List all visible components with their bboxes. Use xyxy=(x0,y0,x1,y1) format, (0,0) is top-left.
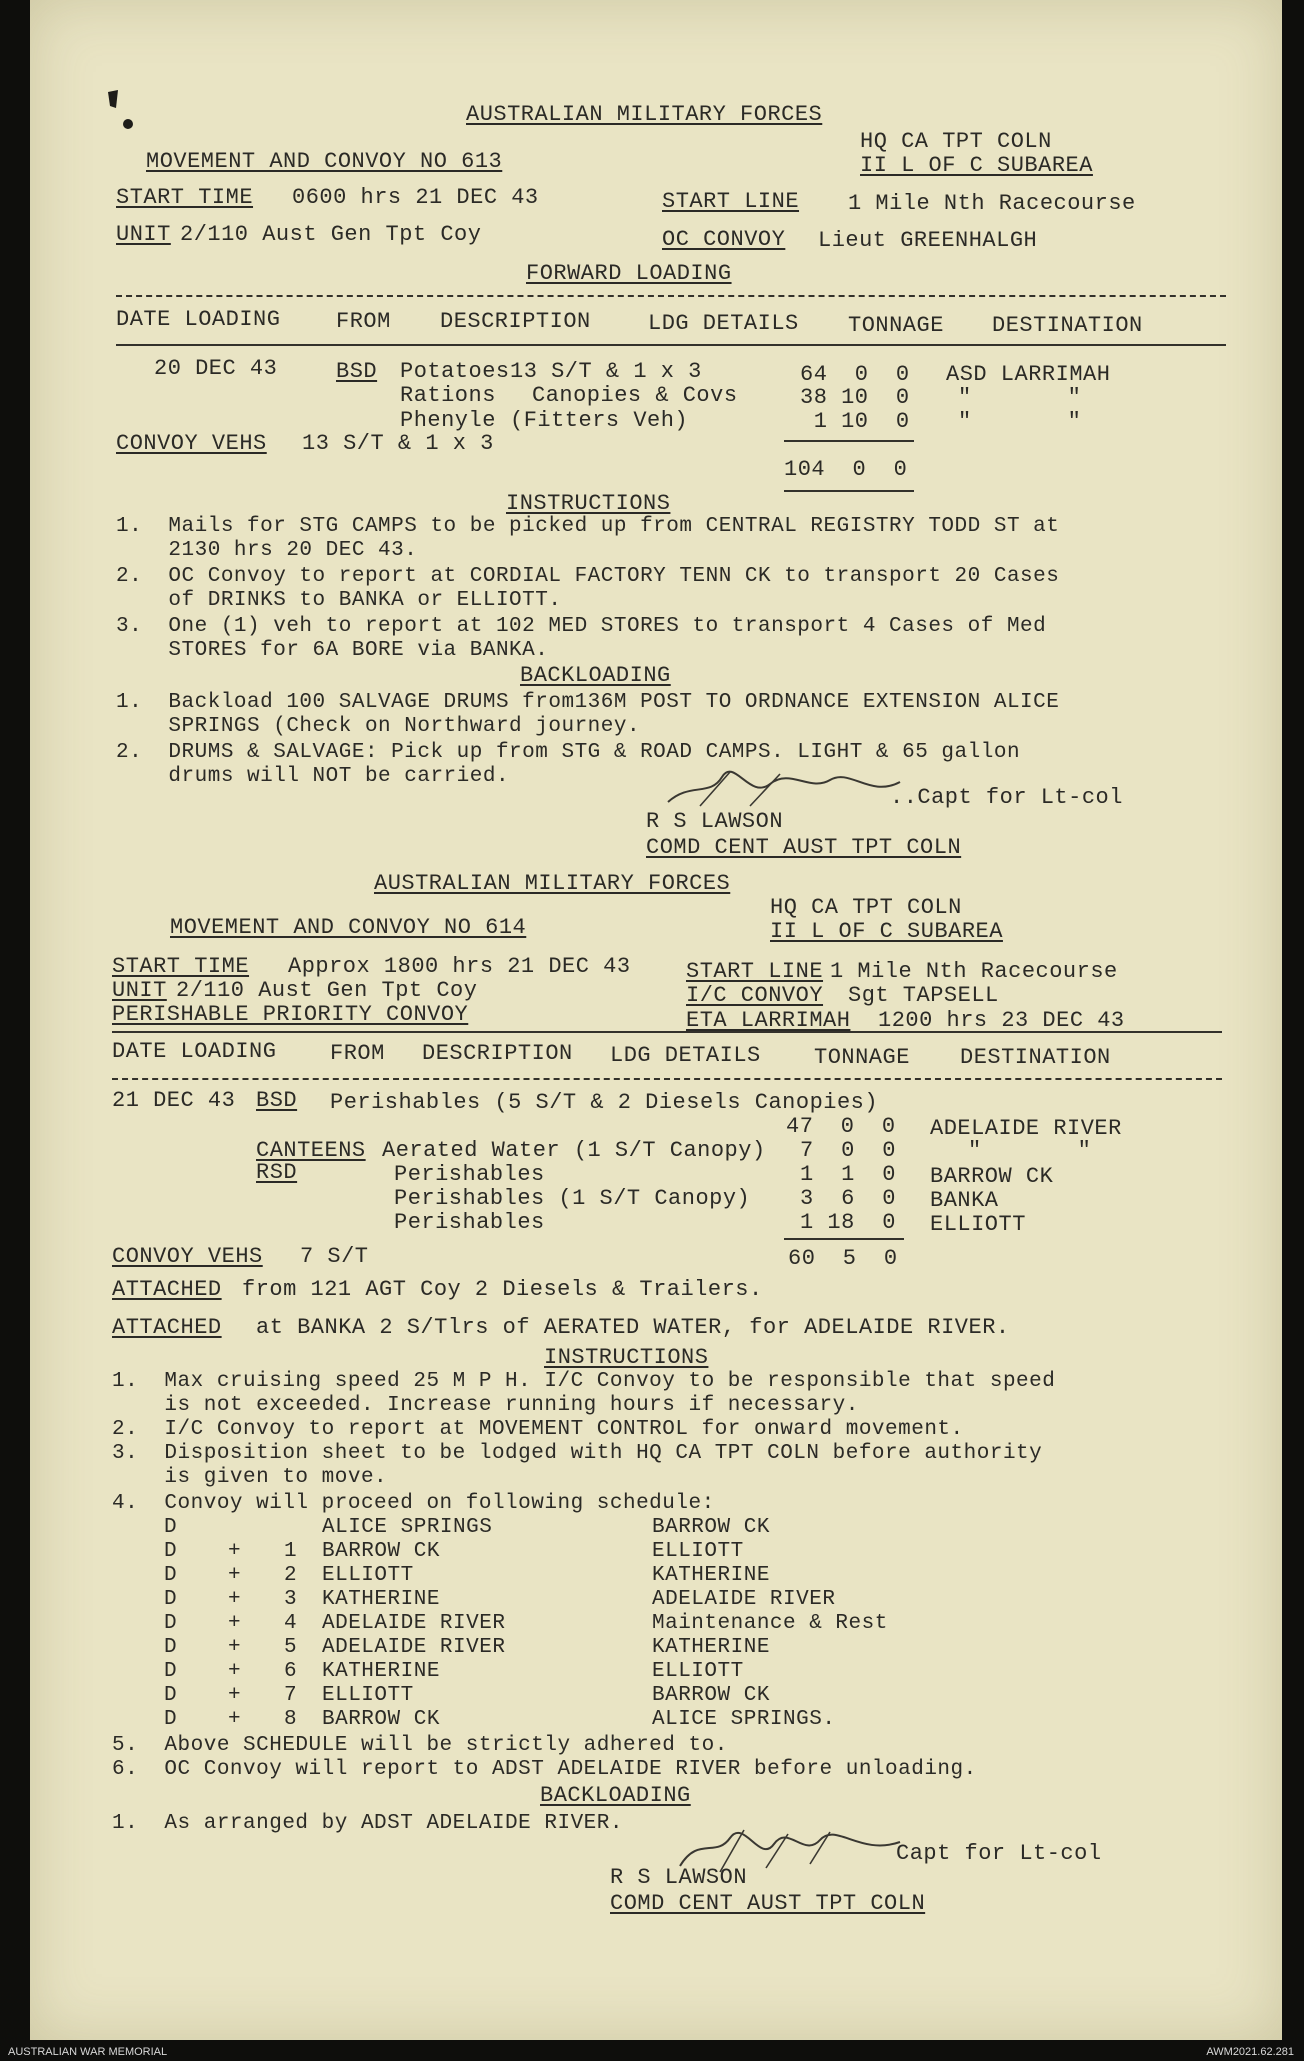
doc2-priority: PERISHABLE PRIORITY CONVOY xyxy=(112,1002,469,1027)
doc1-instructions-title: INSTRUCTIONS xyxy=(506,491,671,516)
ink-blot-mark xyxy=(102,88,142,148)
doc2-sign-capt: Capt for Lt-col xyxy=(896,1841,1102,1866)
doc1-row2-desc: Rations xyxy=(400,383,496,408)
doc1-row3-ldg: (Fitters Veh) xyxy=(510,408,689,433)
schedule-from: KATHERINE xyxy=(322,1588,440,1611)
doc2-rsd-dest: ELLIOTT xyxy=(930,1212,1026,1237)
doc1-row3-desc: Phenyle xyxy=(400,408,496,433)
doc1-row2-ldg: Canopies & Covs xyxy=(532,383,738,408)
doc1-start-time-label: START TIME xyxy=(116,185,254,210)
doc2-row-first-ton: 47 0 0 xyxy=(786,1114,896,1139)
schedule-to: ALICE SPRINGS. xyxy=(652,1708,836,1731)
divider xyxy=(116,344,1226,346)
doc1-org: AUSTRALIAN MILITARY FORCES xyxy=(466,102,823,127)
doc1-title: MOVEMENT AND CONVOY NO 613 xyxy=(146,149,503,174)
doc1-back-line: SPRINGS (Check on Northward journey. xyxy=(116,715,641,738)
doc2-h-ton: TONNAGE xyxy=(814,1045,910,1070)
schedule-day: D xyxy=(164,1636,178,1659)
divider xyxy=(116,295,1226,297)
doc2-instr-line: is not exceeded. Increase running hours if necessary. xyxy=(112,1394,859,1417)
doc2-rsd-dest: BANKA xyxy=(930,1188,999,1213)
doc1-instr-line: 1. Mails for STG CAMPS to be picked up from CENTRAL REGISTRY TODD ST at xyxy=(116,515,1060,538)
schedule-plus: + xyxy=(228,1684,242,1707)
doc2-org: AUSTRALIAN MILITARY FORCES xyxy=(374,871,731,896)
schedule-day: D xyxy=(164,1588,178,1611)
doc2-ic-label: I/C CONVOY xyxy=(686,983,824,1008)
schedule-to: Maintenance & Rest xyxy=(652,1612,888,1635)
doc2-instr-after: 6. OC Convoy will report to ADST ADELAIDE RIVER before unloading. xyxy=(112,1758,977,1781)
schedule-to: KATHERINE xyxy=(652,1636,770,1659)
schedule-n: 5 xyxy=(284,1636,298,1659)
schedule-day: D xyxy=(164,1516,178,1539)
doc2-instr-line: is given to move. xyxy=(112,1466,388,1489)
doc2-instructions-title: INSTRUCTIONS xyxy=(544,1345,709,1370)
schedule-from: ADELAIDE RIVER xyxy=(322,1612,506,1635)
schedule-plus: + xyxy=(228,1612,242,1635)
schedule-from: ADELAIDE RIVER xyxy=(322,1636,506,1659)
divider xyxy=(112,1078,1222,1080)
doc1-instr-line: 3. One (1) veh to report at 102 MED STORES to transport 4 Cases of Med xyxy=(116,615,1047,638)
doc2-canteens-label: CANTEENS xyxy=(256,1138,366,1163)
footer-right: AWM2021.62.281 xyxy=(1206,2046,1294,2058)
schedule-to: ELLIOTT xyxy=(652,1540,744,1563)
doc1-convoy-vehs-label: CONVOY VEHS xyxy=(116,431,267,456)
schedule-plus: + xyxy=(228,1540,242,1563)
doc1-unit-label: UNIT xyxy=(116,222,171,247)
doc2-rsd-label: RSD xyxy=(256,1160,298,1185)
doc1-row1-from: BSD xyxy=(336,359,378,384)
doc2-ic: Sgt TAPSELL xyxy=(848,983,999,1008)
doc1-instr-line: STORES for 6A BORE via BANKA. xyxy=(116,639,549,662)
doc1-back-line: 1. Backload 100 SALVAGE DRUMS from136M POST TO ORDNANCE EXTENSION ALICE xyxy=(116,691,1060,714)
doc1-row2-dest: " " xyxy=(958,385,1082,410)
schedule-n: 6 xyxy=(284,1660,298,1683)
doc2-hq-line1: HQ CA TPT COLN xyxy=(770,895,962,920)
doc2-attached2-label: ATTACHED xyxy=(112,1315,222,1340)
doc1-start-time: 0600 hrs 21 DEC 43 xyxy=(292,185,539,210)
doc2-start-line: 1 Mile Nth Racecourse xyxy=(830,959,1118,984)
doc2-rsd-ton: 1 18 0 xyxy=(800,1210,896,1235)
doc1-convoy-vehs: 13 S/T & 1 x 3 xyxy=(302,431,494,456)
doc1-row2-ton: 38 10 0 xyxy=(800,385,910,410)
doc2-backloading-title: BACKLOADING xyxy=(540,1783,691,1808)
doc1-row1-dest: ASD LARRIMAH xyxy=(946,362,1111,387)
schedule-n: 8 xyxy=(284,1708,298,1731)
divider xyxy=(784,490,914,492)
doc1-hq-line1: HQ CA TPT COLN xyxy=(860,129,1052,154)
schedule-to: BARROW CK xyxy=(652,1516,770,1539)
doc2-h-from: FROM xyxy=(330,1041,385,1066)
doc1-h-ton: TONNAGE xyxy=(848,313,944,338)
doc1-row1-ldg: 13 S/T & 1 x 3 xyxy=(510,359,702,384)
doc1-instr-line: of DRINKS to BANKA or ELLIOTT. xyxy=(116,589,562,612)
schedule-n: 1 xyxy=(284,1540,298,1563)
schedule-to: BARROW CK xyxy=(652,1684,770,1707)
doc2-instr-line: 1. Max cruising speed 25 M P H. I/C Convoy to be responsible that speed xyxy=(112,1370,1056,1393)
divider xyxy=(784,440,914,442)
doc1-row3-ton: 1 10 0 xyxy=(800,409,910,434)
schedule-to: ADELAIDE RIVER xyxy=(652,1588,836,1611)
doc1-back-line: drums will NOT be carried. xyxy=(116,765,510,788)
doc2-rsd-dest: BARROW CK xyxy=(930,1164,1054,1189)
doc2-instr-line: 3. Disposition sheet to be lodged with HQ CA TPT COLN before authority xyxy=(112,1442,1043,1465)
schedule-day: D xyxy=(164,1684,178,1707)
doc1-instr-line: 2130 hrs 20 DEC 43. xyxy=(116,539,418,562)
doc1-sign-name: R S LAWSON xyxy=(646,809,784,834)
doc2-row-first-date: 21 DEC 43 xyxy=(112,1088,236,1113)
schedule-day: D xyxy=(164,1540,178,1563)
doc1-h-ldg: LDG DETAILS xyxy=(648,311,799,336)
schedule-plus: + xyxy=(228,1660,242,1683)
schedule-plus: + xyxy=(228,1708,242,1731)
doc1-section: FORWARD LOADING xyxy=(526,261,732,286)
schedule-day: D xyxy=(164,1564,178,1587)
schedule-day: D xyxy=(164,1708,178,1731)
doc2-unit-label: UNIT xyxy=(112,978,167,1003)
schedule-plus: + xyxy=(228,1636,242,1659)
schedule-n: 2 xyxy=(284,1564,298,1587)
doc2-row-first-from: BSD xyxy=(256,1088,298,1113)
schedule-to: KATHERINE xyxy=(652,1564,770,1587)
doc1-total: 104 0 0 xyxy=(784,457,908,482)
doc2-h-desc: DESCRIPTION xyxy=(422,1041,573,1066)
doc1-sign-title: COMD CENT AUST TPT COLN xyxy=(646,835,962,860)
doc1-h-from: FROM xyxy=(336,309,391,334)
schedule-from: ELLIOTT xyxy=(322,1684,414,1707)
doc1-row1-date: 20 DEC 43 xyxy=(154,356,278,381)
doc2-start-time: Approx 1800 hrs 21 DEC 43 xyxy=(288,954,631,979)
doc2-start-line-label: START LINE xyxy=(686,959,824,984)
doc1-row1-desc: Potatoes xyxy=(400,359,510,384)
doc2-hq-line2: II L OF C SUBAREA xyxy=(770,919,1003,944)
doc1-back-line: 2. DRUMS & SALVAGE: Pick up from STG & ROAD CAMPS. LIGHT & 65 gallon xyxy=(116,741,1021,764)
doc1-row3-dest: " " xyxy=(958,409,1082,434)
doc2-instr-after: 5. Above SCHEDULE will be strictly adhered to. xyxy=(112,1734,728,1757)
divider xyxy=(112,1031,1222,1033)
doc2-unit: 2/110 Aust Gen Tpt Coy xyxy=(176,978,478,1003)
doc2-start-time-label: START TIME xyxy=(112,954,250,979)
schedule-from: KATHERINE xyxy=(322,1660,440,1683)
schedule-plus: + xyxy=(228,1588,242,1611)
schedule-day: D xyxy=(164,1612,178,1635)
doc2-rsd-ton: 1 1 0 xyxy=(800,1162,896,1187)
doc2-rsd-desc: Perishables xyxy=(394,1210,545,1235)
doc2-canteens-dest: " " xyxy=(968,1138,1092,1163)
footer-left: AUSTRALIAN WAR MEMORIAL xyxy=(8,2046,168,2058)
doc2-convoy-vehs-label: CONVOY VEHS xyxy=(112,1244,263,1269)
doc2-eta-label: ETA LARRIMAH xyxy=(686,1008,851,1033)
document-page xyxy=(30,0,1282,2040)
doc2-title: MOVEMENT AND CONVOY NO 614 xyxy=(170,915,527,940)
schedule-n: 4 xyxy=(284,1612,298,1635)
doc2-h-ldg: LDG DETAILS xyxy=(610,1043,761,1068)
divider xyxy=(784,1238,904,1240)
doc2-back-line: 1. As arranged by ADST ADELAIDE RIVER. xyxy=(112,1812,623,1835)
doc2-rsd-ton: 3 6 0 xyxy=(800,1186,896,1211)
signature-image xyxy=(660,762,910,812)
doc2-canteens-desc: Aerated Water (1 S/T Canopy) xyxy=(382,1138,766,1163)
doc2-attached1-label: ATTACHED xyxy=(112,1277,222,1302)
schedule-day: D xyxy=(164,1660,178,1683)
doc1-h-date: DATE LOADING xyxy=(116,307,281,332)
doc1-start-line: 1 Mile Nth Racecourse xyxy=(848,191,1136,216)
doc2-instr-line: 4. Convoy will proceed on following schedule: xyxy=(112,1492,715,1515)
schedule-from: BARROW CK xyxy=(322,1540,440,1563)
schedule-from: BARROW CK xyxy=(322,1708,440,1731)
doc2-h-date: DATE LOADING xyxy=(112,1039,277,1064)
doc1-sign-capt: ..Capt for Lt-col xyxy=(890,785,1123,810)
doc2-total: 60 5 0 xyxy=(788,1246,898,1271)
doc1-oc: Lieut GREENHALGH xyxy=(818,228,1038,253)
doc2-row-first-desc: Perishables (5 S/T & 2 Diesels Canopies) xyxy=(330,1090,879,1115)
schedule-n: 7 xyxy=(284,1684,298,1707)
doc2-row-first-dest: ADELAIDE RIVER xyxy=(930,1116,1122,1141)
schedule-n: 3 xyxy=(284,1588,298,1611)
doc2-eta: 1200 hrs 23 DEC 43 xyxy=(878,1008,1125,1033)
doc2-rsd-desc: Perishables (1 S/T Canopy) xyxy=(394,1186,751,1211)
schedule-to: ELLIOTT xyxy=(652,1660,744,1683)
doc1-backloading-title: BACKLOADING xyxy=(520,663,671,688)
doc2-sign-title: COMD CENT AUST TPT COLN xyxy=(610,1891,926,1916)
doc1-row1-ton: 64 0 0 xyxy=(800,362,910,387)
doc2-instr-line: 2. I/C Convoy to report at MOVEMENT CONTROL for onward movement. xyxy=(112,1418,964,1441)
doc1-unit: 2/110 Aust Gen Tpt Coy xyxy=(180,222,482,247)
schedule-from: ALICE SPRINGS xyxy=(322,1516,493,1539)
doc2-canteens-ton: 7 0 0 xyxy=(800,1138,896,1163)
doc2-attached2: at BANKA 2 S/Tlrs of AERATED WATER, for ADELAIDE RIVER. xyxy=(256,1315,1010,1340)
doc2-convoy-vehs: 7 S/T xyxy=(300,1244,369,1269)
doc2-sign-name: R S LAWSON xyxy=(610,1865,748,1890)
doc2-rsd-desc: Perishables xyxy=(394,1162,545,1187)
doc1-hq-line2: II L OF C SUBAREA xyxy=(860,153,1093,178)
doc2-attached1: from 121 AGT Coy 2 Diesels & Trailers. xyxy=(242,1277,763,1302)
doc1-oc-label: OC CONVOY xyxy=(662,227,786,252)
doc1-h-desc: DESCRIPTION xyxy=(440,309,591,334)
schedule-from: ELLIOTT xyxy=(322,1564,414,1587)
schedule-plus: + xyxy=(228,1564,242,1587)
doc1-start-line-label: START LINE xyxy=(662,189,800,214)
doc2-h-dest: DESTINATION xyxy=(960,1045,1111,1070)
doc1-instr-line: 2. OC Convoy to report at CORDIAL FACTORY TENN CK to transport 20 Cases xyxy=(116,565,1060,588)
doc1-h-dest: DESTINATION xyxy=(992,313,1143,338)
